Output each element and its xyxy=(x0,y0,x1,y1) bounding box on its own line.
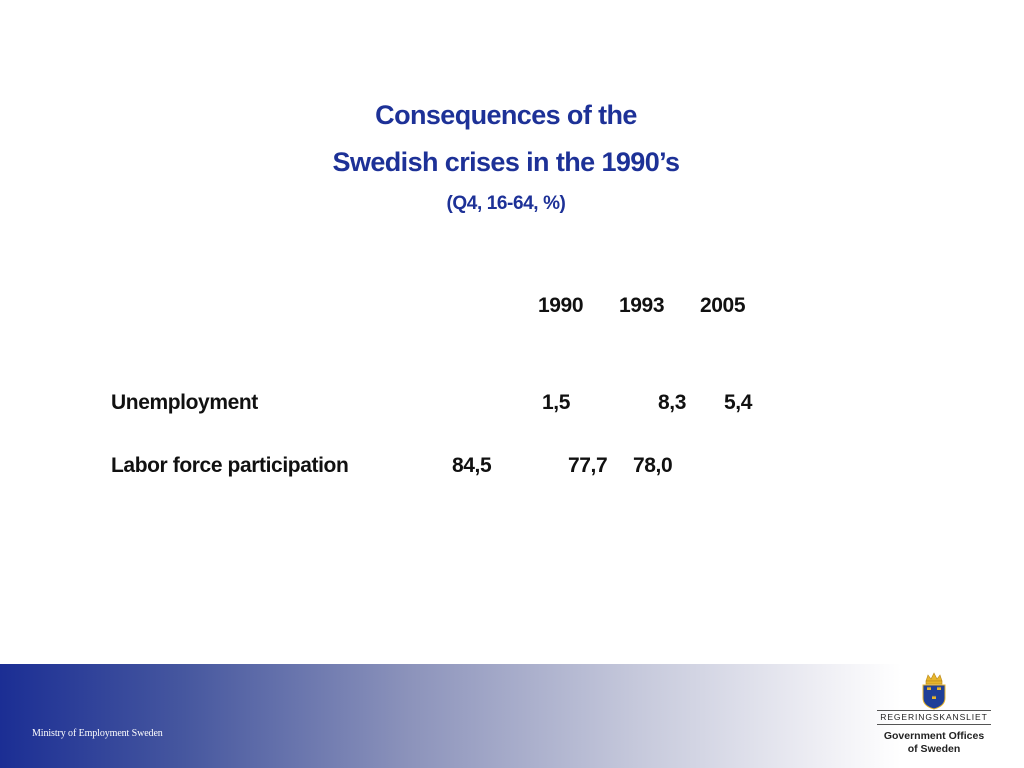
title-line-1: Consequences of the xyxy=(375,100,637,130)
row-label-unemployment: Unemployment xyxy=(111,391,258,414)
swedish-crest-icon xyxy=(920,672,948,710)
title-line-2: Swedish crises in the 1990’s xyxy=(332,147,680,177)
cell-labor-force-1993: 77,7 xyxy=(568,454,608,477)
year-header-1993: 1993 xyxy=(619,294,665,317)
year-header-1990: 1990 xyxy=(538,294,584,317)
ministry-name: Ministry of Employment Sweden xyxy=(32,728,163,739)
government-logo xyxy=(872,670,996,762)
cell-unemployment-1990: 1,5 xyxy=(542,391,570,414)
title-block xyxy=(0,92,1012,222)
cell-labor-force-1990: 84,5 xyxy=(452,454,492,477)
logo-wordmark: REGERINGSKANSLIET xyxy=(877,710,991,725)
year-header-2005: 2005 xyxy=(700,294,746,317)
logo-government-offices xyxy=(872,730,996,756)
cell-unemployment-2005: 5,4 xyxy=(724,391,752,414)
cell-labor-force-2005: 78,0 xyxy=(633,454,673,477)
logo-line-2: of Sweden xyxy=(907,743,961,755)
cell-unemployment-1993: 8,3 xyxy=(658,391,686,414)
row-label-labor-force: Labor force participation xyxy=(111,454,349,477)
logo-line-1: Government Offices xyxy=(883,730,985,742)
footer-band xyxy=(0,664,1024,768)
subtitle: (Q4, 16-64, %) xyxy=(446,193,566,214)
